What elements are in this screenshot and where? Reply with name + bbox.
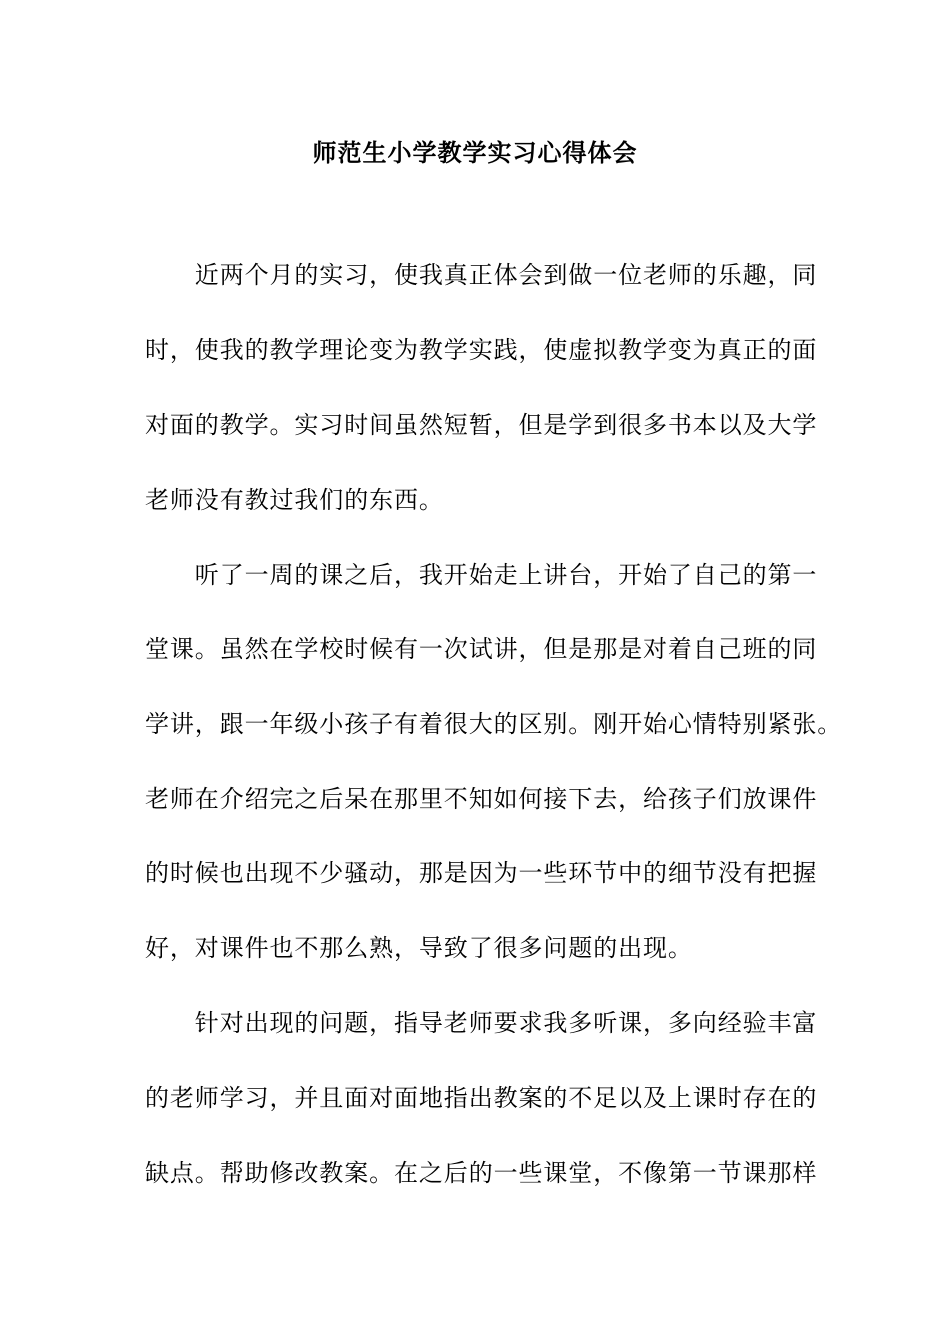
text-line: 听了一周的课之后，我开始走上讲台，开始了自己的第一 (145, 561, 818, 589)
text-line: 老师没有教过我们的东西。 (145, 486, 444, 514)
text-line: 对面的教学。实习时间虽然短暂，但是学到很多书本以及大学 (145, 411, 818, 439)
text-line: 近两个月的实习，使我真正体会到做一位老师的乐趣，同 (145, 261, 818, 289)
text-line: 学讲，跟一年级小孩子有着很大的区别。刚开始心情特别紧张。 (145, 710, 843, 738)
text-line: 时，使我的教学理论变为教学实践，使虚拟教学变为真正的面 (145, 336, 818, 364)
text-line: 缺点。帮助修改教案。在之后的一些课堂，不像第一节课那样 (145, 1159, 818, 1187)
text-line: 针对出现的问题，指导老师要求我多听课，多向经验丰富 (145, 1009, 818, 1037)
text-line: 老师在介绍完之后呆在那里不知如何接下去，给孩子们放课件 (145, 785, 818, 813)
document-title: 师范生小学教学实习心得体会 (312, 138, 638, 167)
text-line: 好，对课件也不那么熟，导致了很多问题的出现。 (145, 934, 693, 962)
text-line: 的时候也出现不少骚动，那是因为一些环节中的细节没有把握 (145, 859, 818, 887)
text-line: 的老师学习，并且面对面地指出教案的不足以及上课时存在的 (145, 1084, 818, 1112)
text-line: 堂课。虽然在学校时候有一次试讲，但是那是对着自己班的同 (145, 635, 818, 663)
